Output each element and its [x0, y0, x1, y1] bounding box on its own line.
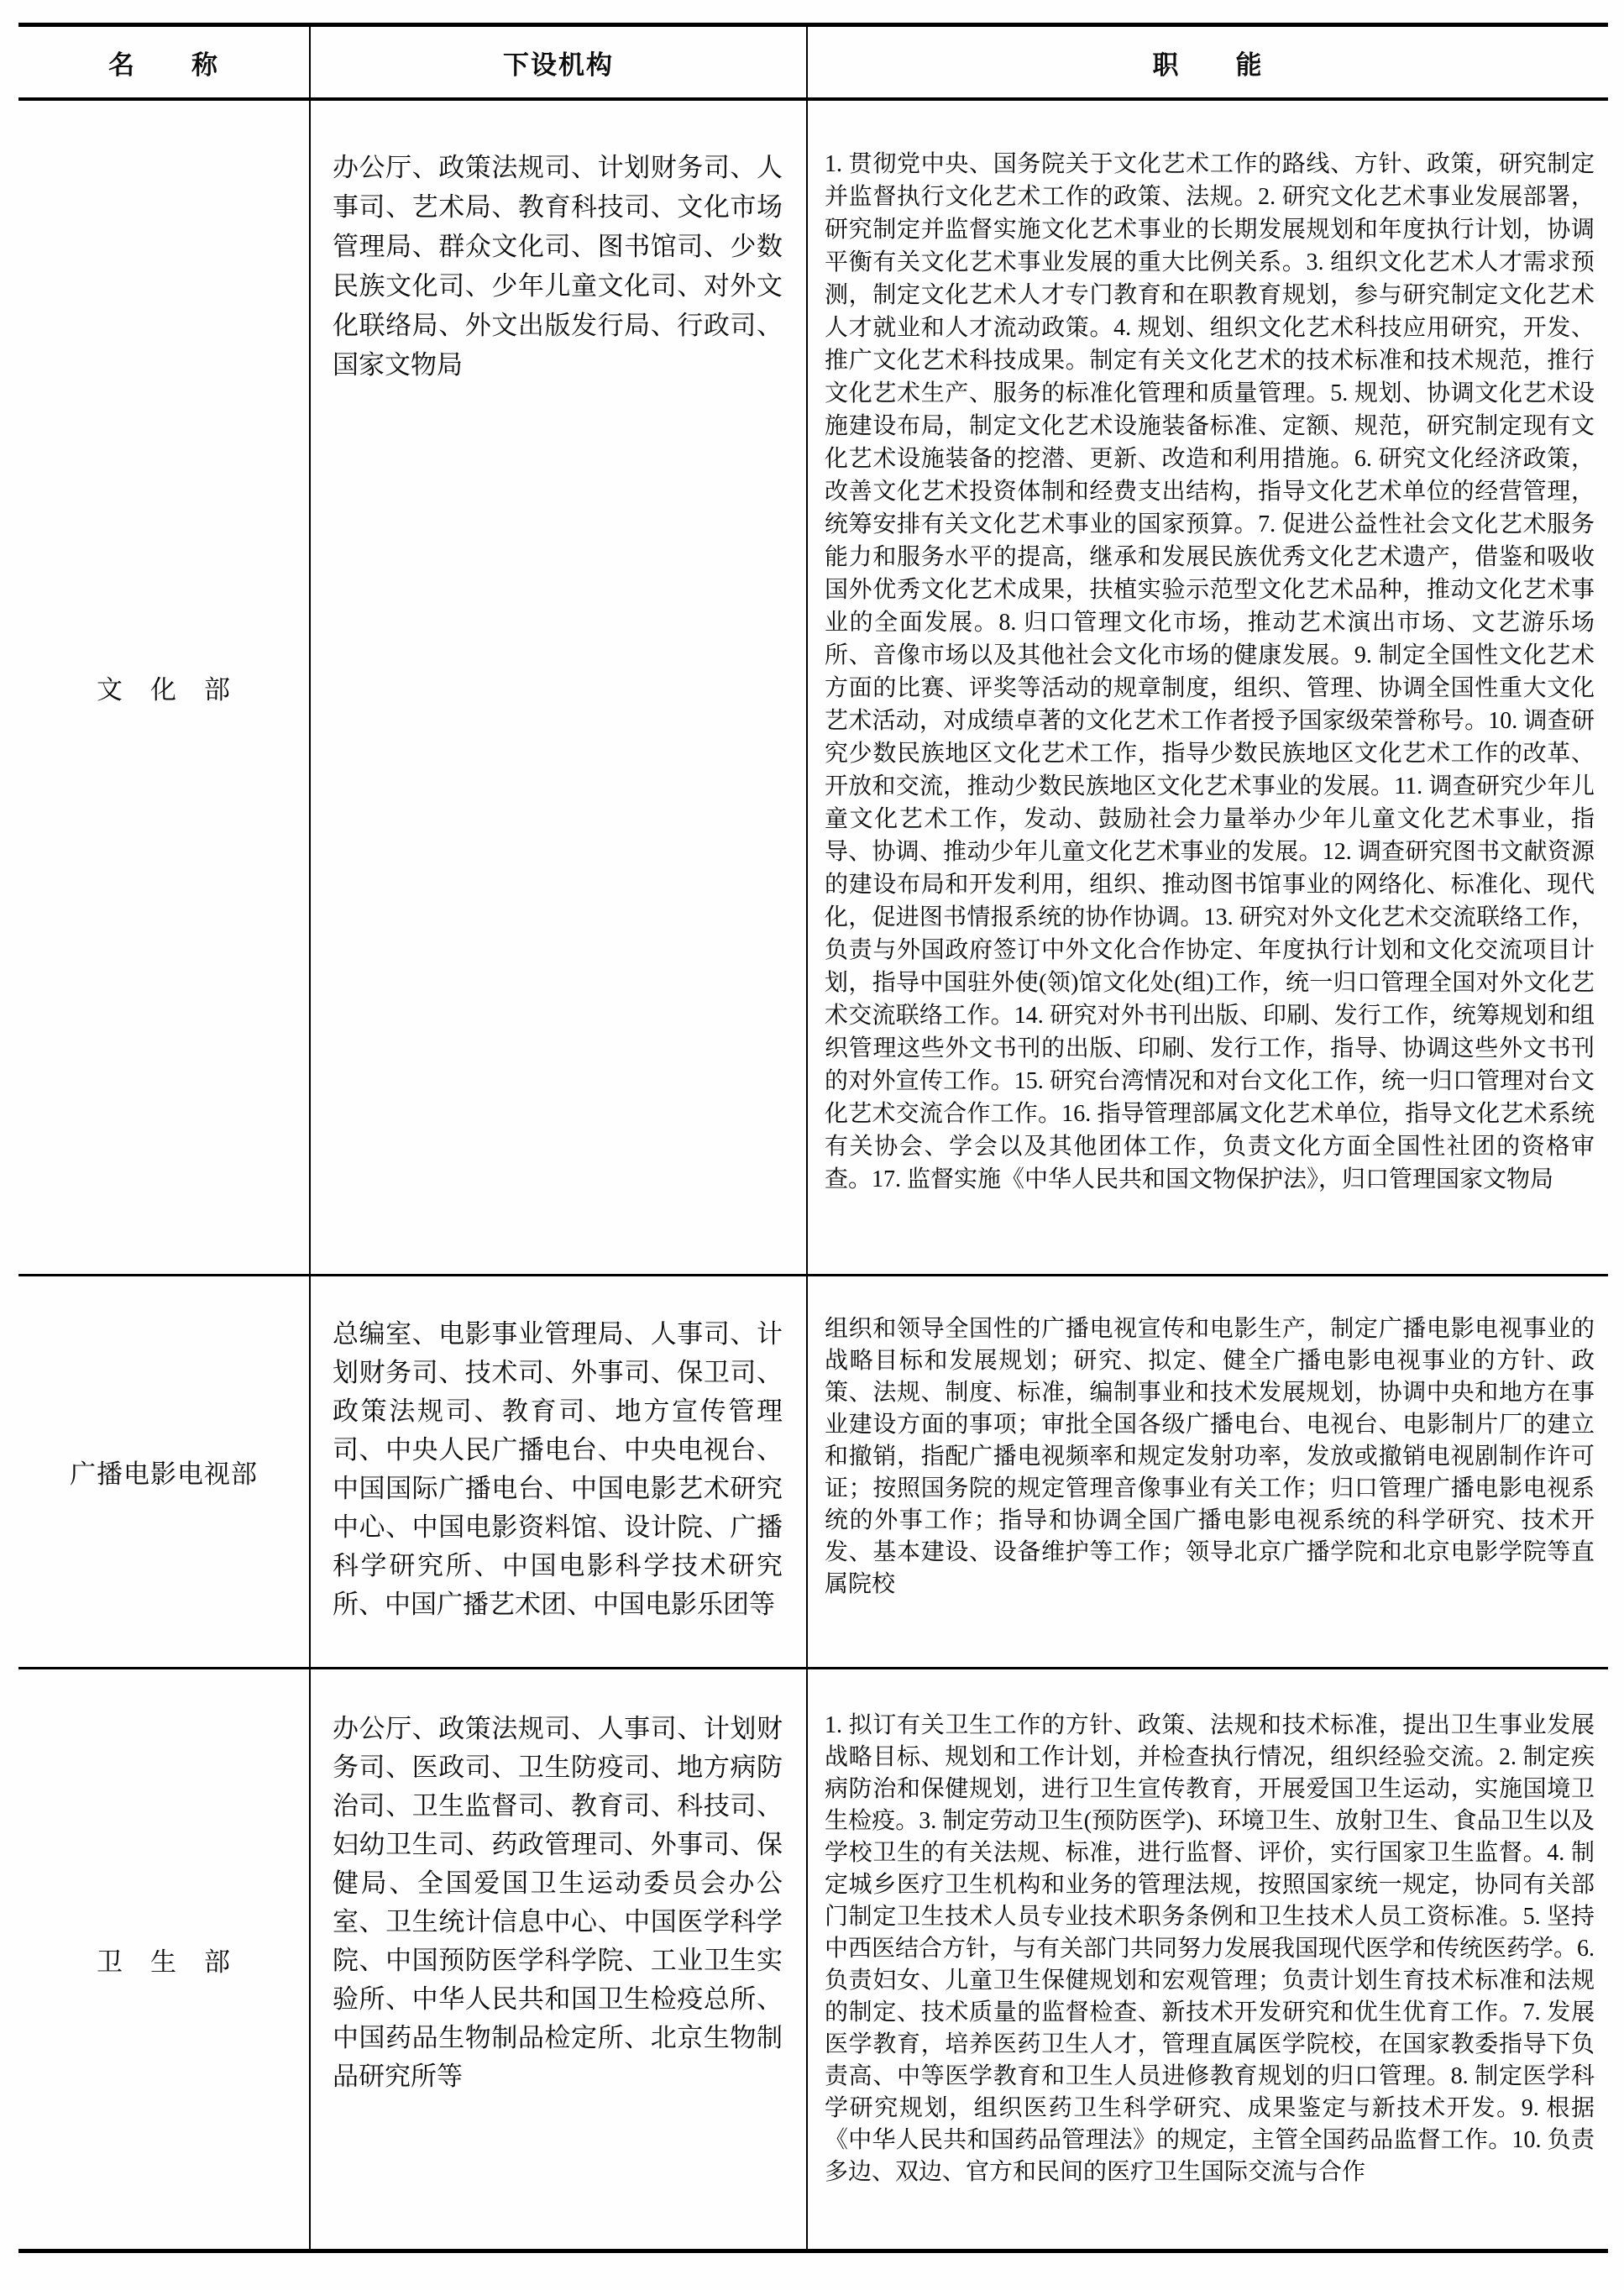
header-orgs-column — [311, 27, 808, 97]
table-header-row — [18, 27, 1608, 101]
subordinate-orgs-cell — [311, 1669, 808, 2249]
ministry-name-cell — [18, 101, 311, 1274]
header-name-column — [18, 27, 311, 97]
header-functions-label: 职 能 — [1152, 50, 1264, 80]
functions-text: 1. 贯彻党中央、国务院关于文化艺术工作的路线、方针、政策，研究制定并监督执行文化艺术工作的政策、法规。2. 研究文化艺术事业发展部署，研究制定并监督实施文化艺术事业的长期发展规划和年度执行计划，协调平衡有关文化艺术事业发展的重大比例关系。3. 组织文化艺术人才需求预测，制定文化艺术人才专门教育和在职教育规划，参与研究制定文化艺术人才就业和人才流动政策。4. 规划、组织文化艺术科技应用研究，开发、推广文化艺术科技成果。制定有关文化艺术的技术标准和技术规范，推行文化艺术生产、服务的标准化管理和质量管理。5. 规划、协调文化艺术设施建设布局，制定文化艺术设施装备标准、定额、规范，研究制定现有文化艺术设施装备的挖潜、更新、改造和利用措施。6. 研究文化经济政策，改善文化艺术投资体制和经费支出结构，指导文化艺术单位的经营管理，统筹安排有关文化艺术事业的国家预算。7. 促进公益性社会文化艺术服务能力和服务水平的提高，继承和发展民族优秀文化艺术遗产，借鉴和吸收国外优秀文化艺术成果，扶植实验示范型文化艺术品种，推动文化艺术事业的全面发展。8. 归口管理文化市场，推动艺术演出市场、文艺游乐场所、音像市场以及其他社会文化市场的健康发展。9. 制定全国性文化艺术方面的比赛、评奖等活动的规章制度，组织、管理、协调全国性重大文化艺术活动，对成绩卓著的文化艺术工作者授予国家级荣誉称号。10. 调查研究少数民族地区文化艺术工作，指导少数民族地区文化艺术工作的改革、开放和交流，推动少数民族地区文化艺术事业的发展。11. 调查研究少年儿童文化艺术工作，发动、鼓励社会力量举办少年儿童文化艺术事业，指导、协调、推动少年儿童文化艺术事业的发展。12. 调查研究图书文献资源的建设布局和开发利用，组织、推动图书馆事业的网络化、标准化、现代化，促进图书情报系统的协作协调。13. 研究对外文化艺术交流联络工作，负责与外国政府签订中外文化合作协定、年度执行计划和文化交流项目计划，指导中国驻外使(领)馆文化处(组)工作，统一归口管理全国对外文化艺术交流联络工作。14. 研究对外书刊出版、印刷、发行工作，统筹规划和组织管理这些外文书刊的出版、印刷、发行工作，指导、协调这些外文书刊的对外宣传工作。15. 研究台湾情况和对台文化工作，统一归口管理对台文化艺术交流合作工作。16. 指导管理部属文化艺术单位，指导文化艺术系统有关协会、学会以及其他团体工作，负责文化方面全国性社团的资格审查。17. 监督实施《中华人民共和国文物保护法》，归口管理国家文物局 — [825, 151, 1595, 1192]
functions-cell — [808, 1276, 1608, 1667]
functions-cell — [808, 101, 1608, 1274]
table-row-ministry-of-culture — [18, 101, 1608, 1276]
ministries-table — [18, 23, 1608, 2253]
subordinate-orgs-cell — [311, 101, 808, 1274]
subordinate-orgs-cell — [311, 1276, 808, 1667]
ministry-name-cell — [18, 1669, 311, 2249]
table-row-ministry-of-radio-film-tv — [18, 1276, 1608, 1669]
header-name-label: 名 称 — [108, 50, 219, 80]
ministry-name: 卫 生 部 — [97, 1947, 231, 1977]
table-row-ministry-of-health — [18, 1669, 1608, 2249]
ministry-name: 文 化 部 — [97, 675, 231, 705]
subordinate-orgs-text: 总编室、电影事业管理局、人事司、计划财务司、技术司、外事司、保卫司、政策法规司、教育司、地方宣传管理司、中央人民广播电台、中央电视台、中国国际广播电台、中国电影艺术研究中心、中国电影资料馆、设计院、广播科学研究所、中国电影科学技术研究所、中国广播艺术团、中国电影乐团等 — [333, 1319, 783, 1619]
ministry-name-cell — [18, 1276, 311, 1667]
header-orgs-label: 下设机构 — [503, 50, 614, 80]
functions-cell — [808, 1669, 1608, 2249]
subordinate-orgs-text: 办公厅、政策法规司、计划财务司、人事司、艺术局、教育科技司、文化市场管理局、群众文化司、图书馆司、少数民族文化司、少年儿童文化司、对外文化联络局、外文出版发行局、行政司、国家文物局 — [333, 153, 783, 380]
functions-text: 1. 拟订有关卫生工作的方针、政策、法规和技术标准，提出卫生事业发展战略目标、规划和工作计划，并检查执行情况，组织经验交流。2. 制定疾病防治和保健规划，进行卫生宣传教育，开展爱国卫生运动，实施国境卫生检疫。3. 制定劳动卫生(预防医学)、环境卫生、放射卫生、食品卫生以及学校卫生的有关法规、标准，进行监督、评价，实行国家卫生监督。4. 制定城乡医疗卫生机构和业务的管理法规，按照国家统一规定，协同有关部门制定卫生技术人员专业技术职务条例和卫生技术人员工资标准。5. 坚持中西医结合方针，与有关部门共同努力发展我国现代医学和传统医药学。6. 负责妇女、儿童卫生保健规划和宏观管理；负责计划生育技术标准和法规的制定、技术质量的监督检查、新技术开发研究和优生优育工作。7. 发展医学教育，培养医药卫生人才，管理直属医学院校，在国家教委指导下负责高、中等医学教育和卫生人员进修教育规划的归口管理。8. 制定医学科学研究规划，组织医药卫生科学研究、成果鉴定与新技术开发。9. 根据《中华人民共和国药品管理法》的规定，主管全国药品监督工作。10. 负责多边、双边、官方和民间的医疗卫生国际交流与合作 — [825, 1712, 1595, 2185]
ministry-name: 广播电影电视部 — [70, 1459, 258, 1489]
header-functions-column — [808, 27, 1608, 97]
functions-text: 组织和领导全国性的广播电视宣传和电影生产，制定广播电影电视事业的战略目标和发展规划；研究、拟定、健全广播电影电视事业的方针、政策、法规、制度、标准，编制事业和技术发展规划，协调中央和地方在事业建设方面的事项；审批全国各级广播电台、电视台、电影制片厂的建立和撤销，指配广播电视频率和规定发射功率，发放或撤销电视剧制作许可证；按照国务院的规定管理音像事业有关工作；归口管理广播电影电视系统的外事工作；指导和协调全国广播电影电视系统的科学研究、技术开发、基本建设、设备维护等工作；领导北京广播学院和北京电影学院等直属院校 — [825, 1316, 1595, 1597]
subordinate-orgs-text: 办公厅、政策法规司、人事司、计划财务司、医政司、卫生防疫司、地方病防治司、卫生监督司、教育司、科技司、妇幼卫生司、药政管理司、外事司、保健局、全国爱国卫生运动委员会办公室、卫生统计信息中心、中国医学科学院、中国预防医学科学院、工业卫生实验所、中华人民共和国卫生检疫总所、中国药品生物制品检定所、北京生物制品研究所等 — [333, 1714, 783, 2091]
